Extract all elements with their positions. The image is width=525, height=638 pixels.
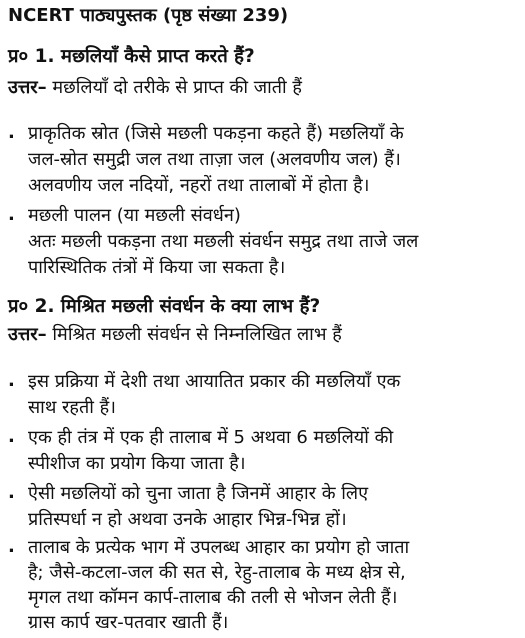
q1-point-1-line-2: जल-स्रोत समुद्री जल तथा ताज़ा जल (अलवणीय जल) हैं। xyxy=(28,149,401,170)
q2-point-4-line-4: ग्रास कार्प खर-पतवार खाती हैं। xyxy=(28,612,229,633)
q1-point-1-line-1: प्राकृतिक स्रोत (जिसे मछली पकड़ना कहते हैं) मछलियाँ के xyxy=(28,123,404,144)
q2-point-4-line-2: है; जैसे-कटला-जल की सत से, रेहु-तालाब के मध्य क्षेत्र से, xyxy=(28,562,406,583)
bullet-marker: . xyxy=(8,426,15,447)
bullet-marker: . xyxy=(8,536,15,557)
q1-point-2-line-2: अतः मछली पकड़ना तथा मछली संवर्धन समुद्र तथा ताजे जल xyxy=(28,231,419,252)
page-title: NCERT पाठ्यपुस्तक (पृष्ठ संख्या 239) xyxy=(8,5,289,26)
bullet-marker: . xyxy=(8,204,15,225)
bullet-marker: . xyxy=(8,482,15,503)
q1-point-1-line-3: अलवणीय जल नदियों, नहरों तथा तालाबों में होता है। xyxy=(28,175,370,196)
q2-point-4-line-3: मृगल तथा कॉमन कार्प-तालाब की तली से भोजन लेती हैं। xyxy=(28,587,398,608)
q2-point-2-line-2: स्पीशीज का प्रयोग किया जाता है। xyxy=(28,453,246,474)
q2-point-4-line-1: तालाब के प्रत्येक भाग में उपलब्ध आहार का प्रयोग हो जाता xyxy=(28,537,410,558)
answer-text: मछलियाँ दो तरीके से प्राप्त की जाती हैं xyxy=(46,77,302,98)
q2-point-1-line-1: इस प्रक्रिया में देशी तथा आयातित प्रकार की मछलियाँ एक xyxy=(28,371,401,392)
q1-point-2-line-1: मछली पालन (या मछली संवर्धन) xyxy=(28,205,241,226)
answer-label: उत्तर– xyxy=(8,324,47,345)
q2-point-3-line-1: ऐसी मछलियों को चुना जाता है जिनमें आहार के लिए xyxy=(28,483,369,504)
answer-1 xyxy=(8,76,302,100)
answer-2 xyxy=(8,323,342,347)
q1-point-2-line-3: पारिस्थितिक तंत्रों में किया जा सकता है। xyxy=(28,257,286,278)
answer-label: उत्तर– xyxy=(8,77,47,98)
bullet-marker: . xyxy=(8,370,15,391)
answer-text: मिश्रित मछली संवर्धन से निम्नलिखित लाभ हैं xyxy=(46,324,342,345)
q2-point-2-line-1: एक ही तंत्र में एक ही तालाब में 5 अथवा 6 मछलियों की xyxy=(28,427,394,448)
q2-point-1-line-2: साथ रहती हैं। xyxy=(28,397,116,418)
question-2: प्र० 2. मिश्रित मछली संवर्धन के क्या लाभ हैं? xyxy=(8,296,321,317)
question-1: प्र० 1. मछलियाँ कैसे प्राप्त करते हैं? xyxy=(8,46,255,67)
bullet-marker: . xyxy=(8,122,15,143)
q2-point-3-line-2: प्रतिस्पर्धा न हो अथवा उनके आहार भिन्न-भिन्न हों। xyxy=(28,509,347,530)
